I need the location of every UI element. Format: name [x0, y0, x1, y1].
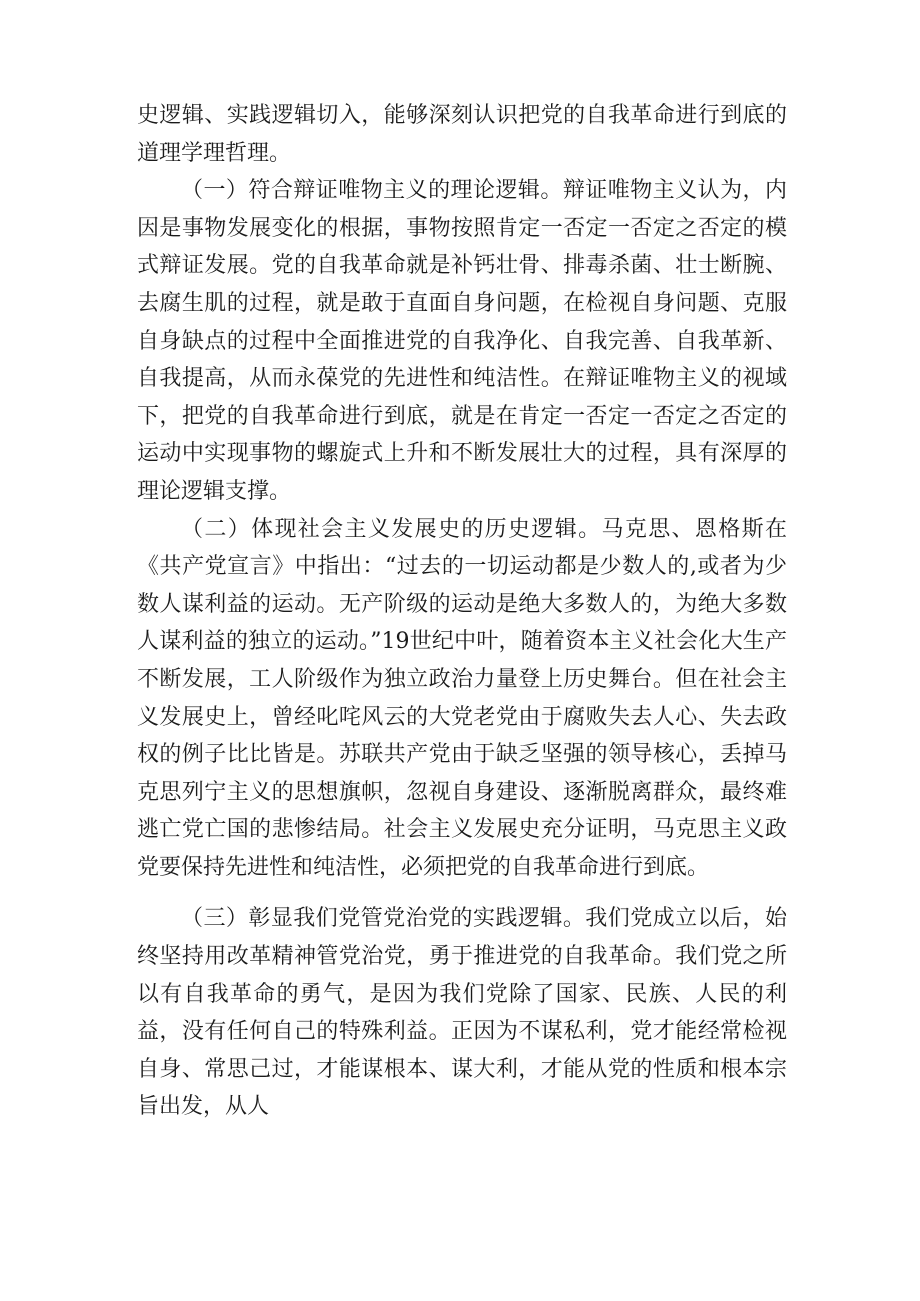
paragraph-spacer: [137, 886, 787, 900]
paragraph-intro-continuation: 史逻辑、实践逻辑切入，能够深刻认识把党的自我革命进行到底的道理学理哲理。: [137, 103, 787, 166]
document-body: [137, 97, 787, 1126]
paragraph-section-1: （一）符合辩证唯物主义的理论逻辑。辩证唯物主义认为，内因是事物发展变化的根据，事物按照肯定一否定一否定之否定的模式辩证发展。党的自我革命就是补钙壮骨、排毒杀菌、壮士断腕、去腐生肌的过程，就是敢于直面自身问题，在检视自身问题、克服自身缺点的过程中全面推进党的自我净化、自我完善、自我革新、自我提高，从而永葆党的先进性和纯洁性。在辩证唯物主义的视域下，把党的自我革命进行到底，就是在肯定一否定一否定之否定的运动中实现事物的螺旋式上升和不断发展壮大的过程，具有深厚的理论逻辑支撑。: [137, 178, 787, 504]
paragraph-section-2: （二）体现社会主义发展史的历史逻辑。马克思、恩格斯在《共产党宣言》中指出：“过去的一切运动都是少数人的,或者为少数人谋利益的运动。无产阶级的运动是绝大多数人的，为绝大多数人谋利益的独立的运动。”19世纪中叶，随着资本主义社会化大生产不断发展，工人阶级作为独立政治力量登上历史舞台。但在社会主义发展史上，曾经叱咤风云的大党老党由于腐败失去人心、失去政权的例子比比皆是。苏联共产党由于缺乏坚强的领导核心，丢掉马克思列宁主义的思想旗帜，忽视自身建设、逐渐脱离群众，最终难逃亡党亡国的悲惨结局。社会主义发展史充分证明，马克思主义政党要保持先进性和纯洁性，必须把党的自我革命进行到底。: [137, 516, 787, 880]
paragraph-section-3: （三）彰显我们党管党治党的实践逻辑。我们党成立以后，始终坚持用改革精神管党治党，勇于推进党的自我革命。我们党之所以有自我革命的勇气，是因为我们党除了国家、民族、人民的利益，没有任何自己的特殊利益。正因为不谋私利，党才能经常检视自身、常思己过，才能谋根本、谋大利，才能从党的性质和根本宗旨出发，从人: [137, 906, 787, 1120]
